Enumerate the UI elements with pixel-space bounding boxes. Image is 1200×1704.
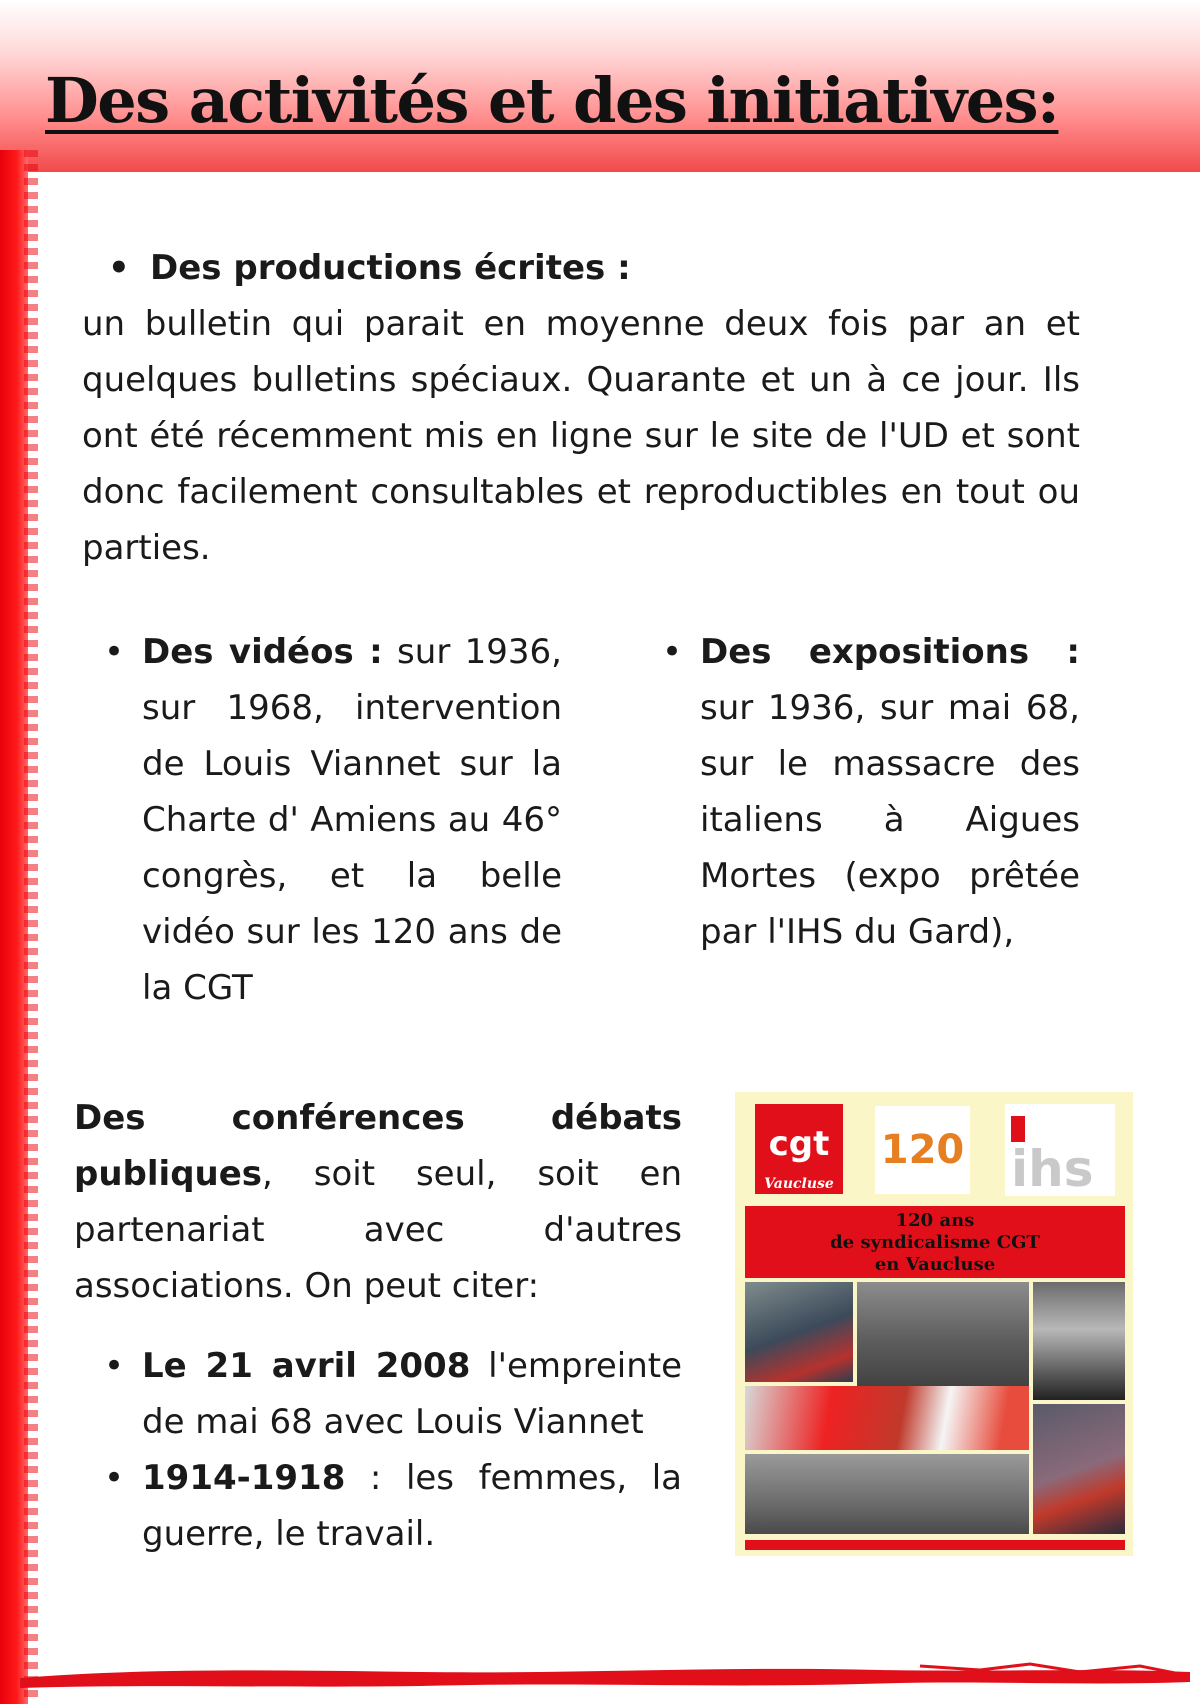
conference-item bbox=[142, 1338, 682, 1450]
conferences-text: , soit seul, soit en partenariat avec d'autres associations. On peut citer: bbox=[74, 1154, 682, 1306]
poster-image bbox=[735, 1092, 1133, 1556]
conference-item-date: 1914-1918 bbox=[142, 1458, 346, 1498]
anniversary-logo: 120 bbox=[875, 1106, 970, 1194]
cgt-logo bbox=[755, 1104, 843, 1194]
poster-banner-line: en Vaucluse bbox=[874, 1254, 996, 1275]
page-title: Des activités et des initiatives: bbox=[45, 64, 1059, 137]
conferences-label: Des conférences débats publiques bbox=[74, 1098, 682, 1194]
cgt-logo-sub: Vaucluse bbox=[764, 1176, 834, 1192]
conference-item bbox=[142, 1450, 682, 1562]
poster-footer-strip bbox=[745, 1540, 1125, 1550]
header-banner bbox=[0, 0, 1200, 172]
photo-building bbox=[1033, 1282, 1125, 1400]
photo-street bbox=[857, 1282, 1029, 1400]
bottom-brush-stroke bbox=[20, 1660, 1190, 1690]
poster-banner bbox=[745, 1206, 1125, 1278]
ihs-mark-icon bbox=[1011, 1116, 1025, 1142]
conferences-paragraph bbox=[74, 1090, 682, 1314]
ihs-logo-text: ihs bbox=[1011, 1140, 1094, 1198]
videos-label: Des vidéos : bbox=[142, 632, 383, 672]
videos-text: sur 1936, sur 1968, intervention de Louis Viannet sur la Charte d' Amiens au 46° congrès, et la belle vidéo sur les 120 ans de la CGT bbox=[142, 632, 562, 1008]
expositions-label: Des expositions : bbox=[700, 632, 1080, 672]
conference-item-text: l'empreinte de mai 68 avec Louis Viannet bbox=[142, 1346, 682, 1442]
photo-march bbox=[1033, 1404, 1125, 1534]
expositions-bullet bbox=[700, 624, 1080, 960]
cgt-logo-text: cgt bbox=[768, 1124, 830, 1164]
photo-flags bbox=[745, 1386, 1029, 1450]
conference-item-date: Le 21 avril 2008 bbox=[142, 1346, 471, 1386]
expositions-text: sur 1936, sur mai 68, sur le massacre des italiens à Aigues Mortes (expo prêtée par l'IHS du Gard), bbox=[700, 688, 1080, 952]
photo-crowd bbox=[745, 1282, 853, 1382]
videos-bullet bbox=[142, 624, 562, 1016]
ihs-logo bbox=[1005, 1104, 1115, 1196]
poster-photo-collage bbox=[745, 1282, 1125, 1538]
conference-item-text: : les femmes, la guerre, le travail. bbox=[142, 1458, 682, 1554]
photo-fortress bbox=[745, 1454, 1029, 1534]
poster-banner-line: de syndicalisme CGT bbox=[830, 1232, 1040, 1253]
poster-banner-line: 120 ans bbox=[895, 1210, 975, 1231]
left-red-band bbox=[0, 150, 28, 1704]
productions-title: • Des productions écrites : bbox=[150, 240, 631, 296]
productions-body: un bulletin qui parait en moyenne deux fois par an et quelques bulletins spéciaux. Quarante et un à ce jour. Ils ont été récemment mis en ligne sur le site de l'UD et sont donc facilement consultables et reproductibles en tout ou parties. bbox=[82, 304, 1080, 568]
